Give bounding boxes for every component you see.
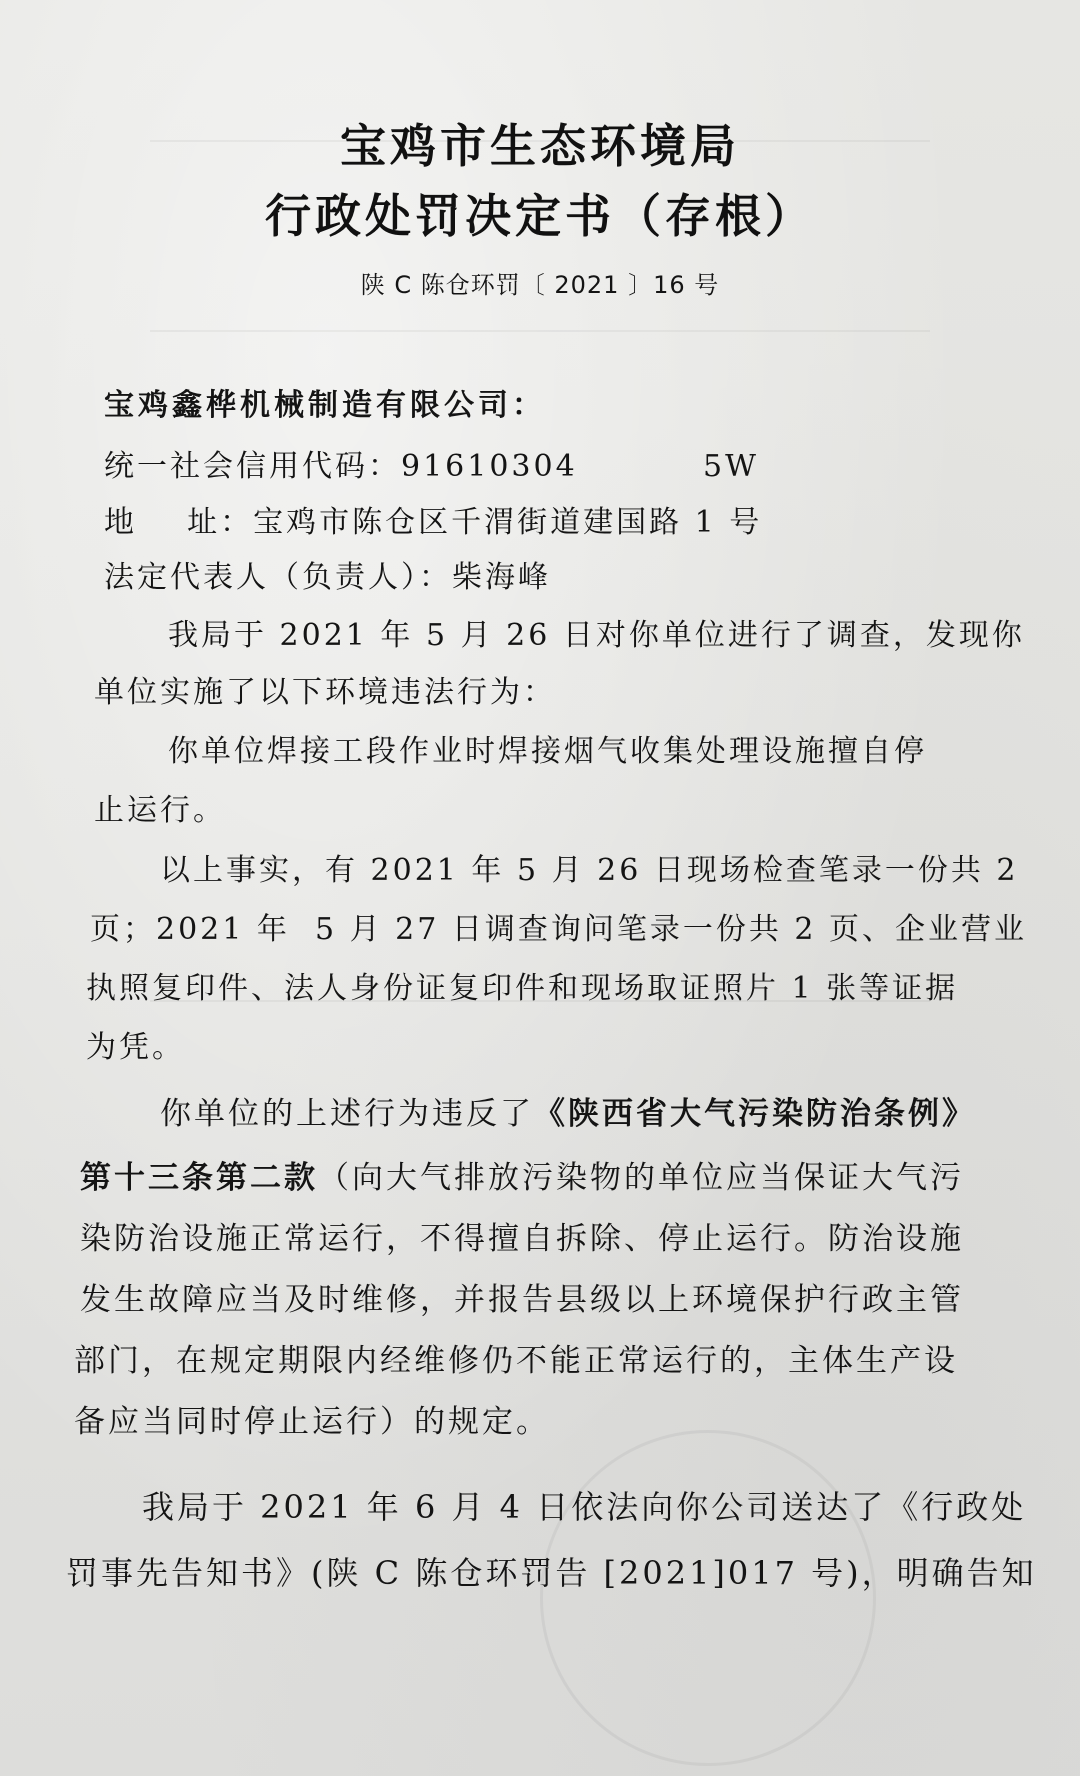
paragraph-evidence-line: 为凭。 [86, 1030, 185, 1065]
bleed-through-mark [150, 330, 930, 352]
regulation-title: 《陕西省大气污染防治条例》 [534, 1096, 976, 1132]
paragraph-notice-line: 罚事先告知书》(陕 C 陈仓环罚告 [2021]017 号)，明确告知 [66, 1554, 1037, 1592]
regulation-text: （向大气排放污染物的单位应当保证大气污 [318, 1160, 964, 1196]
paragraph-evidence-line: 页；2021 年 5 月 27 日调查询问笔录一份共 2 页、企业营业 [90, 912, 1027, 947]
paragraph-regulation-line: 染防治设施正常运行，不得擅自拆除、停止运行。防治设施 [80, 1221, 964, 1257]
paragraph-regulation-line [80, 1152, 964, 1197]
document-number: 陕 C 陈仓环罚〔 2021 〕16 号 [360, 271, 720, 299]
company-name: 宝鸡鑫桦机械制造有限公司： [104, 388, 546, 423]
paragraph-regulation-line [160, 1088, 976, 1133]
paragraph-evidence-line: 以上事实，有 2021 年 5 月 26 日现场检查笔录一份共 2 [160, 853, 1019, 888]
paragraph-violation-line: 止运行。 [94, 793, 226, 828]
paragraph-regulation-line: 部门，在规定期限内经维修仍不能正常运行的，主体生产设 [74, 1343, 958, 1379]
paragraph-regulation-line: 发生故障应当及时维修，并报告县级以上环境保护行政主管 [80, 1282, 964, 1318]
paragraph-regulation-line: 备应当同时停止运行）的规定。 [74, 1404, 550, 1440]
paragraph-investigation-line: 单位实施了以下环境违法行为： [94, 675, 556, 710]
paragraph-violation-line: 你单位焊接工段作业时焊接烟气收集处理设施擅自停 [168, 734, 927, 769]
credit-code: 统一社会信用代码：91610304 5W [104, 449, 759, 484]
paragraph-notice-line: 我局于 2021 年 6 月 4 日依法向你公司送达了《行政处 [142, 1488, 1027, 1526]
company-address: 地 址：宝鸡市陈仓区千渭街道建国路 1 号 [104, 505, 763, 540]
paragraph-investigation-line: 我局于 2021 年 5 月 26 日对你单位进行了调查，发现你 [168, 618, 1025, 653]
regulation-intro: 你单位的上述行为违反了 [160, 1096, 534, 1132]
paragraph-evidence-line: 执照复印件、法人身份证复印件和现场取证照片 1 张等证据 [86, 971, 959, 1006]
document-title-line2: 行政处罚决定书（存根） [265, 189, 815, 243]
legal-representative: 法定代表人（负责人）：柴海峰 [104, 560, 551, 595]
document-title-line1: 宝鸡市生态环境局 [340, 119, 740, 173]
faint-seal-mark [540, 1430, 876, 1766]
regulation-article: 第十三条第二款 [80, 1160, 318, 1196]
